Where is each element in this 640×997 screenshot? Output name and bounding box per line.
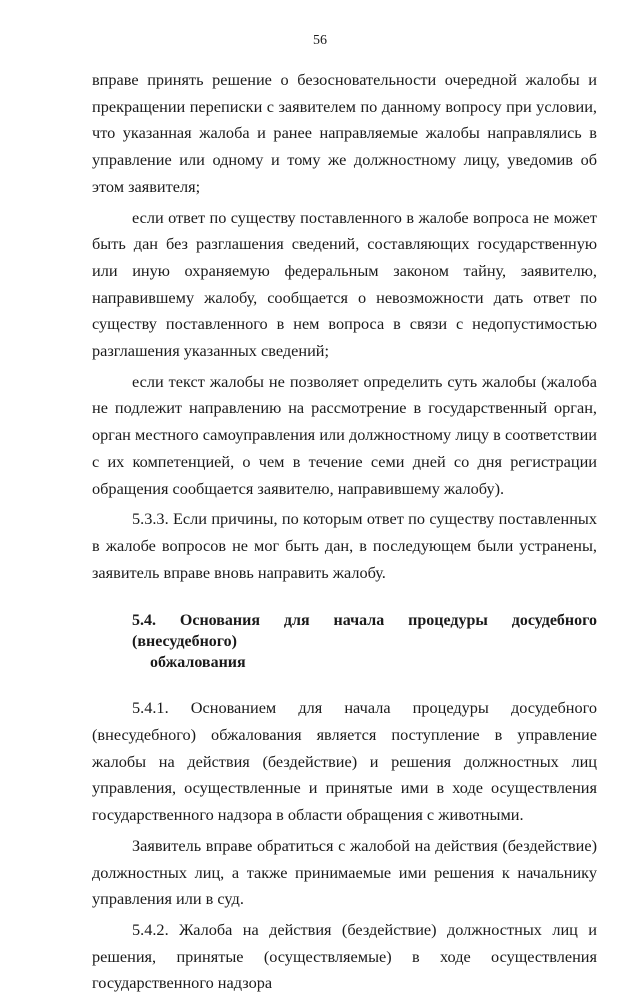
- section-heading-5-4: [92, 610, 597, 673]
- paragraph-applicant-right: Заявитель вправе обратиться с жалобой на действия (бездействие) должностных лиц, а также принимаемые ими решения к начальнику управления или в суд.: [92, 835, 597, 909]
- paragraph-unclear-text: если текст жалобы не позволяет определить суть жалобы (жалоба не подлежит направлению на рассмотрение в государственный орган, орган местного самоуправления или должностному лицу в соответствии с их компетенцией, о чем в течение семи дней со дня регистрации обращения сообщается заявителю, направившему жалобу).: [92, 371, 597, 498]
- paragraph-continuation: вправе принять решение о безосновательности очередной жалобы и прекращении переписки с заявителем по данному вопросу при условии, что указанная жалоба и ранее направляемые жалобы направлялись в управление или одному и тому же должностному лицу, уведомив об этом заявителя;: [92, 70, 597, 196]
- paragraph-5-3-3: 5.3.3. Если причины, по которым ответ по существу поставленных в жалобе вопросов не мог быть дан, в последующем были устранены, заявитель вправе вновь направить жалобу.: [92, 509, 597, 582]
- paragraph-5-4-2: 5.4.2. Жалоба на действия (бездействие) должностных лиц и решения, принятые (осуществляемые) в ходе осуществления государственного надзора: [92, 919, 597, 993]
- page-number: 56: [313, 33, 327, 48]
- section-heading-line-2: обжалования: [150, 654, 246, 672]
- section-heading-line-1: 5.4. Основания для начала процедуры досудебного (внесудебного): [132, 612, 597, 651]
- paragraph-state-secret: если ответ по существу поставленного в жалобе вопроса не может быть дан без разглашения сведений, составляющих государственную или иную охраняемую федеральным законом тайну, заявителю, направившему жалобу, сообщается о невозможности дать ответ по существу поставленного в нем вопроса в связи с недопустимостью разглашения указанных сведений;: [92, 207, 597, 361]
- paragraph-5-4-1: 5.4.1. Основанием для начала процедуры досудебного (внесудебного) обжалования является поступление в управление жалобы на действия (бездействие) и решения должностных лиц управления, осуществленные и принятые ими в ходе осуществления государственного надзора в области обращения с животными.: [92, 698, 597, 825]
- document-body: [92, 67, 597, 997]
